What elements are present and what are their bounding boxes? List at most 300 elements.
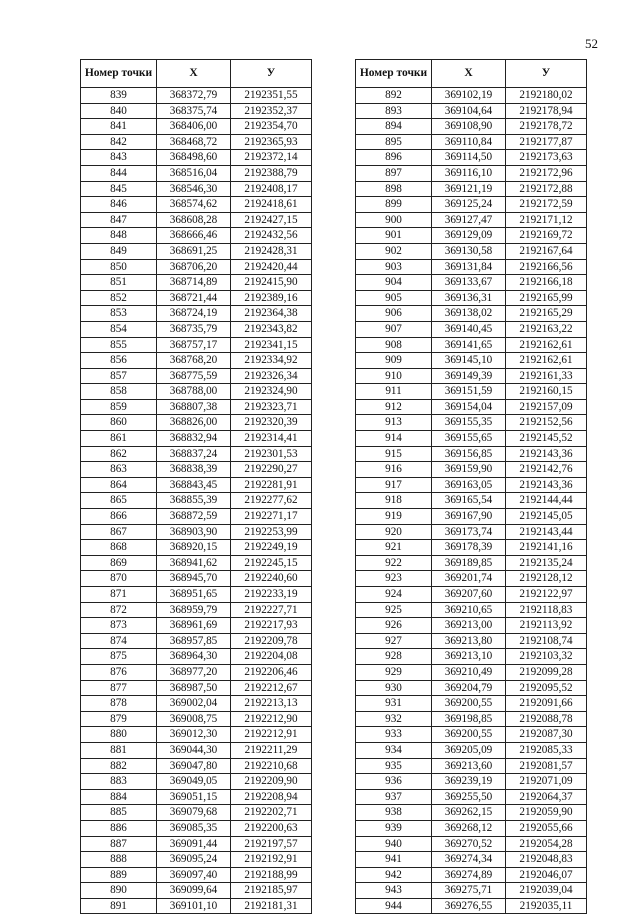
y-coordinate-cell: 2192227,71 — [231, 602, 312, 618]
point-number-cell: 840 — [81, 103, 157, 119]
table-row — [356, 337, 587, 353]
y-coordinate-cell: 2192099,28 — [506, 664, 587, 680]
x-coordinate-cell: 368468,72 — [157, 134, 231, 150]
y-coordinate-cell: 2192141,16 — [506, 540, 587, 556]
y-coordinate-cell: 2192181,31 — [231, 898, 312, 914]
y-coordinate-cell: 2192277,62 — [231, 493, 312, 509]
table-row — [81, 337, 312, 353]
point-number-cell: 932 — [356, 711, 432, 727]
table-row — [81, 587, 312, 603]
table-row — [356, 711, 587, 727]
point-number-cell: 910 — [356, 368, 432, 384]
y-coordinate-cell: 2192172,59 — [506, 197, 587, 213]
point-number-cell: 854 — [81, 321, 157, 337]
x-coordinate-cell: 369104,64 — [432, 103, 506, 119]
y-coordinate-cell: 2192188,99 — [231, 867, 312, 883]
y-coordinate-cell: 2192180,02 — [506, 88, 587, 104]
point-number-cell: 935 — [356, 758, 432, 774]
table-row — [81, 212, 312, 228]
x-coordinate-cell: 368941,62 — [157, 555, 231, 571]
x-coordinate-cell: 369173,74 — [432, 524, 506, 540]
point-number-cell: 897 — [356, 165, 432, 181]
point-number-cell: 886 — [81, 820, 157, 836]
point-number-cell: 917 — [356, 477, 432, 493]
x-coordinate-cell: 369136,31 — [432, 290, 506, 306]
point-number-cell: 853 — [81, 306, 157, 322]
y-coordinate-cell: 2192113,92 — [506, 618, 587, 634]
x-coordinate-cell: 369210,49 — [432, 664, 506, 680]
point-number-cell: 941 — [356, 852, 432, 868]
y-coordinate-cell: 2192240,60 — [231, 571, 312, 587]
table-row — [81, 150, 312, 166]
table-row — [81, 493, 312, 509]
table-row — [356, 540, 587, 556]
y-coordinate-cell: 2192343,82 — [231, 321, 312, 337]
header-y: У — [506, 60, 587, 88]
x-coordinate-cell: 369189,85 — [432, 555, 506, 571]
point-number-cell: 890 — [81, 883, 157, 899]
x-coordinate-cell: 369097,40 — [157, 867, 231, 883]
y-coordinate-cell: 2192210,68 — [231, 758, 312, 774]
x-coordinate-cell: 368724,19 — [157, 306, 231, 322]
y-coordinate-cell: 2192341,15 — [231, 337, 312, 353]
point-number-cell: 883 — [81, 774, 157, 790]
y-coordinate-cell: 2192081,57 — [506, 758, 587, 774]
y-coordinate-cell: 2192095,52 — [506, 680, 587, 696]
table-row — [81, 119, 312, 135]
point-number-cell: 878 — [81, 696, 157, 712]
x-coordinate-cell: 369155,65 — [432, 431, 506, 447]
table-row — [81, 103, 312, 119]
table-row — [81, 883, 312, 899]
x-coordinate-cell: 368872,59 — [157, 509, 231, 525]
x-coordinate-cell: 368666,46 — [157, 228, 231, 244]
table-row — [81, 462, 312, 478]
x-coordinate-cell: 369091,44 — [157, 836, 231, 852]
x-coordinate-cell: 369165,54 — [432, 493, 506, 509]
table-row — [81, 399, 312, 415]
x-coordinate-cell: 369262,15 — [432, 805, 506, 821]
x-coordinate-cell: 369270,52 — [432, 836, 506, 852]
point-number-cell: 876 — [81, 664, 157, 680]
x-coordinate-cell: 368757,17 — [157, 337, 231, 353]
x-coordinate-cell: 368807,38 — [157, 399, 231, 415]
x-coordinate-cell: 369102,19 — [432, 88, 506, 104]
x-coordinate-cell: 369200,55 — [432, 696, 506, 712]
x-coordinate-cell: 369213,80 — [432, 633, 506, 649]
table-row — [356, 134, 587, 150]
table-row — [81, 805, 312, 821]
table-row — [81, 275, 312, 291]
x-coordinate-cell: 369008,75 — [157, 711, 231, 727]
x-coordinate-cell: 369085,35 — [157, 820, 231, 836]
y-coordinate-cell: 2192217,93 — [231, 618, 312, 634]
y-coordinate-cell: 2192145,05 — [506, 509, 587, 525]
table-row — [356, 462, 587, 478]
header-point-number: Номер точки — [356, 60, 432, 88]
point-number-cell: 867 — [81, 524, 157, 540]
x-coordinate-cell: 369239,19 — [432, 774, 506, 790]
y-coordinate-cell: 2192172,96 — [506, 165, 587, 181]
point-number-cell: 849 — [81, 243, 157, 259]
point-number-cell: 864 — [81, 477, 157, 493]
y-coordinate-cell: 2192143,36 — [506, 446, 587, 462]
point-number-cell: 922 — [356, 555, 432, 571]
y-coordinate-cell: 2192211,29 — [231, 742, 312, 758]
y-coordinate-cell: 2192085,33 — [506, 742, 587, 758]
x-coordinate-cell: 368837,24 — [157, 446, 231, 462]
x-coordinate-cell: 368959,79 — [157, 602, 231, 618]
table-row — [356, 306, 587, 322]
table-row — [356, 602, 587, 618]
y-coordinate-cell: 2192314,41 — [231, 431, 312, 447]
point-number-cell: 905 — [356, 290, 432, 306]
y-coordinate-cell: 2192122,97 — [506, 587, 587, 603]
table-row — [81, 353, 312, 369]
x-coordinate-cell: 369155,35 — [432, 415, 506, 431]
y-coordinate-cell: 2192169,72 — [506, 228, 587, 244]
y-coordinate-cell: 2192208,94 — [231, 789, 312, 805]
y-coordinate-cell: 2192087,30 — [506, 727, 587, 743]
x-coordinate-cell: 368608,28 — [157, 212, 231, 228]
point-number-cell: 938 — [356, 805, 432, 821]
table-row — [356, 88, 587, 104]
x-coordinate-cell: 368843,45 — [157, 477, 231, 493]
y-coordinate-cell: 2192091,66 — [506, 696, 587, 712]
point-number-cell: 846 — [81, 197, 157, 213]
coordinates-table-right — [355, 59, 587, 914]
table-row — [81, 181, 312, 197]
y-coordinate-cell: 2192103,32 — [506, 649, 587, 665]
point-number-cell: 863 — [81, 462, 157, 478]
x-coordinate-cell: 369200,55 — [432, 727, 506, 743]
y-coordinate-cell: 2192200,63 — [231, 820, 312, 836]
point-number-cell: 944 — [356, 898, 432, 914]
point-number-cell: 894 — [356, 119, 432, 135]
x-coordinate-cell: 369099,64 — [157, 883, 231, 899]
y-coordinate-cell: 2192143,36 — [506, 477, 587, 493]
header-point-number: Номер точки — [81, 60, 157, 88]
point-number-cell: 845 — [81, 181, 157, 197]
x-coordinate-cell: 369210,65 — [432, 602, 506, 618]
x-coordinate-cell: 368706,20 — [157, 259, 231, 275]
point-number-cell: 900 — [356, 212, 432, 228]
point-number-cell: 912 — [356, 399, 432, 415]
coordinates-table-left — [80, 59, 312, 914]
table-row — [81, 384, 312, 400]
y-coordinate-cell: 2192212,67 — [231, 680, 312, 696]
table-row — [356, 181, 587, 197]
x-coordinate-cell: 369205,09 — [432, 742, 506, 758]
table-row — [356, 290, 587, 306]
table-row — [81, 431, 312, 447]
point-number-cell: 873 — [81, 618, 157, 634]
table-row — [81, 197, 312, 213]
table-row — [356, 477, 587, 493]
table-row — [81, 228, 312, 244]
point-number-cell: 888 — [81, 852, 157, 868]
point-number-cell: 839 — [81, 88, 157, 104]
y-coordinate-cell: 2192415,90 — [231, 275, 312, 291]
point-number-cell: 918 — [356, 493, 432, 509]
point-number-cell: 882 — [81, 758, 157, 774]
point-number-cell: 936 — [356, 774, 432, 790]
y-coordinate-cell: 2192088,78 — [506, 711, 587, 727]
point-number-cell: 851 — [81, 275, 157, 291]
x-coordinate-cell: 369276,55 — [432, 898, 506, 914]
table-row — [81, 571, 312, 587]
point-number-cell: 928 — [356, 649, 432, 665]
y-coordinate-cell: 2192167,64 — [506, 243, 587, 259]
point-number-cell: 898 — [356, 181, 432, 197]
x-coordinate-cell: 369012,30 — [157, 727, 231, 743]
header-x: Х — [432, 60, 506, 88]
y-coordinate-cell: 2192160,15 — [506, 384, 587, 400]
point-number-cell: 943 — [356, 883, 432, 899]
x-coordinate-cell: 369149,39 — [432, 368, 506, 384]
x-coordinate-cell: 368574,62 — [157, 197, 231, 213]
y-coordinate-cell: 2192177,87 — [506, 134, 587, 150]
table-row — [356, 664, 587, 680]
table-row — [81, 290, 312, 306]
x-coordinate-cell: 368920,15 — [157, 540, 231, 556]
point-number-cell: 904 — [356, 275, 432, 291]
table-row — [81, 852, 312, 868]
y-coordinate-cell: 2192334,92 — [231, 353, 312, 369]
table-row — [81, 243, 312, 259]
x-coordinate-cell: 369101,10 — [157, 898, 231, 914]
table-row — [356, 867, 587, 883]
table-row — [81, 649, 312, 665]
point-number-cell: 892 — [356, 88, 432, 104]
x-coordinate-cell: 368714,89 — [157, 275, 231, 291]
table-header-row — [356, 60, 587, 88]
table-row — [81, 368, 312, 384]
y-coordinate-cell: 2192202,71 — [231, 805, 312, 821]
x-coordinate-cell: 369274,34 — [432, 852, 506, 868]
point-number-cell: 881 — [81, 742, 157, 758]
y-coordinate-cell: 2192209,90 — [231, 774, 312, 790]
y-coordinate-cell: 2192046,07 — [506, 867, 587, 883]
point-number-cell: 931 — [356, 696, 432, 712]
point-number-cell: 909 — [356, 353, 432, 369]
x-coordinate-cell: 369125,24 — [432, 197, 506, 213]
y-coordinate-cell: 2192372,14 — [231, 150, 312, 166]
point-number-cell: 915 — [356, 446, 432, 462]
table-row — [356, 555, 587, 571]
point-number-cell: 925 — [356, 602, 432, 618]
point-number-cell: 916 — [356, 462, 432, 478]
table-row — [356, 836, 587, 852]
table-row — [81, 446, 312, 462]
table-row — [81, 711, 312, 727]
x-coordinate-cell: 368826,00 — [157, 415, 231, 431]
x-coordinate-cell: 368406,00 — [157, 119, 231, 135]
table-row — [356, 493, 587, 509]
point-number-cell: 899 — [356, 197, 432, 213]
y-coordinate-cell: 2192162,61 — [506, 353, 587, 369]
x-coordinate-cell: 369127,47 — [432, 212, 506, 228]
y-coordinate-cell: 2192166,18 — [506, 275, 587, 291]
x-coordinate-cell: 369163,05 — [432, 477, 506, 493]
point-number-cell: 861 — [81, 431, 157, 447]
y-coordinate-cell: 2192165,99 — [506, 290, 587, 306]
y-coordinate-cell: 2192432,56 — [231, 228, 312, 244]
y-coordinate-cell: 2192245,15 — [231, 555, 312, 571]
y-coordinate-cell: 2192209,78 — [231, 633, 312, 649]
table-row — [81, 898, 312, 914]
point-number-cell: 856 — [81, 353, 157, 369]
y-coordinate-cell: 2192142,76 — [506, 462, 587, 478]
table-header-row — [81, 60, 312, 88]
table-row — [356, 618, 587, 634]
x-coordinate-cell: 369213,60 — [432, 758, 506, 774]
x-coordinate-cell: 369213,10 — [432, 649, 506, 665]
table-row — [356, 680, 587, 696]
table-row — [356, 649, 587, 665]
table-row — [356, 727, 587, 743]
y-coordinate-cell: 2192039,04 — [506, 883, 587, 899]
point-number-cell: 858 — [81, 384, 157, 400]
x-coordinate-cell: 368838,39 — [157, 462, 231, 478]
point-number-cell: 872 — [81, 602, 157, 618]
x-coordinate-cell: 369095,24 — [157, 852, 231, 868]
table-row — [356, 431, 587, 447]
x-coordinate-cell: 368721,44 — [157, 290, 231, 306]
y-coordinate-cell: 2192212,90 — [231, 711, 312, 727]
x-coordinate-cell: 368375,74 — [157, 103, 231, 119]
point-number-cell: 847 — [81, 212, 157, 228]
y-coordinate-cell: 2192323,71 — [231, 399, 312, 415]
table-row — [81, 259, 312, 275]
table-row — [81, 321, 312, 337]
table-body — [81, 88, 312, 914]
x-coordinate-cell: 368788,00 — [157, 384, 231, 400]
header-x: Х — [157, 60, 231, 88]
x-coordinate-cell: 368832,94 — [157, 431, 231, 447]
table-row — [81, 477, 312, 493]
table-row — [356, 243, 587, 259]
x-coordinate-cell: 369145,10 — [432, 353, 506, 369]
point-number-cell: 908 — [356, 337, 432, 353]
x-coordinate-cell: 368964,30 — [157, 649, 231, 665]
y-coordinate-cell: 2192213,13 — [231, 696, 312, 712]
table-row — [356, 212, 587, 228]
table-row — [356, 820, 587, 836]
y-coordinate-cell: 2192035,11 — [506, 898, 587, 914]
table-row — [356, 197, 587, 213]
y-coordinate-cell: 2192173,63 — [506, 150, 587, 166]
y-coordinate-cell: 2192365,93 — [231, 134, 312, 150]
y-coordinate-cell: 2192253,99 — [231, 524, 312, 540]
y-coordinate-cell: 2192178,94 — [506, 103, 587, 119]
x-coordinate-cell: 369051,15 — [157, 789, 231, 805]
x-coordinate-cell: 369049,05 — [157, 774, 231, 790]
y-coordinate-cell: 2192351,55 — [231, 88, 312, 104]
point-number-cell: 927 — [356, 633, 432, 649]
x-coordinate-cell: 369141,65 — [432, 337, 506, 353]
table-row — [356, 368, 587, 384]
point-number-cell: 913 — [356, 415, 432, 431]
table-row — [356, 524, 587, 540]
y-coordinate-cell: 2192249,19 — [231, 540, 312, 556]
y-coordinate-cell: 2192427,15 — [231, 212, 312, 228]
y-coordinate-cell: 2192320,39 — [231, 415, 312, 431]
y-coordinate-cell: 2192165,29 — [506, 306, 587, 322]
x-coordinate-cell: 369275,71 — [432, 883, 506, 899]
x-coordinate-cell: 368516,04 — [157, 165, 231, 181]
table-body — [356, 88, 587, 914]
table-row — [81, 306, 312, 322]
x-coordinate-cell: 369131,84 — [432, 259, 506, 275]
table-row — [356, 150, 587, 166]
table-row — [81, 727, 312, 743]
table-row — [356, 633, 587, 649]
table-row — [356, 275, 587, 291]
point-number-cell: 923 — [356, 571, 432, 587]
x-coordinate-cell: 368961,69 — [157, 618, 231, 634]
table-row — [356, 384, 587, 400]
point-number-cell: 911 — [356, 384, 432, 400]
x-coordinate-cell: 368775,59 — [157, 368, 231, 384]
point-number-cell: 940 — [356, 836, 432, 852]
point-number-cell: 903 — [356, 259, 432, 275]
point-number-cell: 842 — [81, 134, 157, 150]
y-coordinate-cell: 2192206,46 — [231, 664, 312, 680]
x-coordinate-cell: 369207,60 — [432, 587, 506, 603]
point-number-cell: 879 — [81, 711, 157, 727]
table-row — [356, 805, 587, 821]
table-row — [356, 321, 587, 337]
x-coordinate-cell: 368977,20 — [157, 664, 231, 680]
point-number-cell: 893 — [356, 103, 432, 119]
table-row — [81, 696, 312, 712]
table-row — [356, 353, 587, 369]
x-coordinate-cell: 368855,39 — [157, 493, 231, 509]
point-number-cell: 875 — [81, 649, 157, 665]
y-coordinate-cell: 2192048,83 — [506, 852, 587, 868]
table-row — [356, 587, 587, 603]
y-coordinate-cell: 2192071,09 — [506, 774, 587, 790]
table-row — [356, 399, 587, 415]
y-coordinate-cell: 2192161,33 — [506, 368, 587, 384]
table-row — [356, 415, 587, 431]
table-row — [81, 664, 312, 680]
y-coordinate-cell: 2192157,09 — [506, 399, 587, 415]
point-number-cell: 929 — [356, 664, 432, 680]
point-number-cell: 857 — [81, 368, 157, 384]
point-number-cell: 880 — [81, 727, 157, 743]
x-coordinate-cell: 369213,00 — [432, 618, 506, 634]
y-coordinate-cell: 2192290,27 — [231, 462, 312, 478]
x-coordinate-cell: 368498,60 — [157, 150, 231, 166]
table-row — [81, 415, 312, 431]
point-number-cell: 891 — [81, 898, 157, 914]
y-coordinate-cell: 2192428,31 — [231, 243, 312, 259]
y-coordinate-cell: 2192064,37 — [506, 789, 587, 805]
y-coordinate-cell: 2192118,83 — [506, 602, 587, 618]
table-row — [81, 633, 312, 649]
point-number-cell: 924 — [356, 587, 432, 603]
point-number-cell: 868 — [81, 540, 157, 556]
y-coordinate-cell: 2192418,61 — [231, 197, 312, 213]
x-coordinate-cell: 369129,09 — [432, 228, 506, 244]
point-number-cell: 887 — [81, 836, 157, 852]
point-number-cell: 914 — [356, 431, 432, 447]
point-number-cell: 860 — [81, 415, 157, 431]
x-coordinate-cell: 368372,79 — [157, 88, 231, 104]
table-row — [81, 134, 312, 150]
